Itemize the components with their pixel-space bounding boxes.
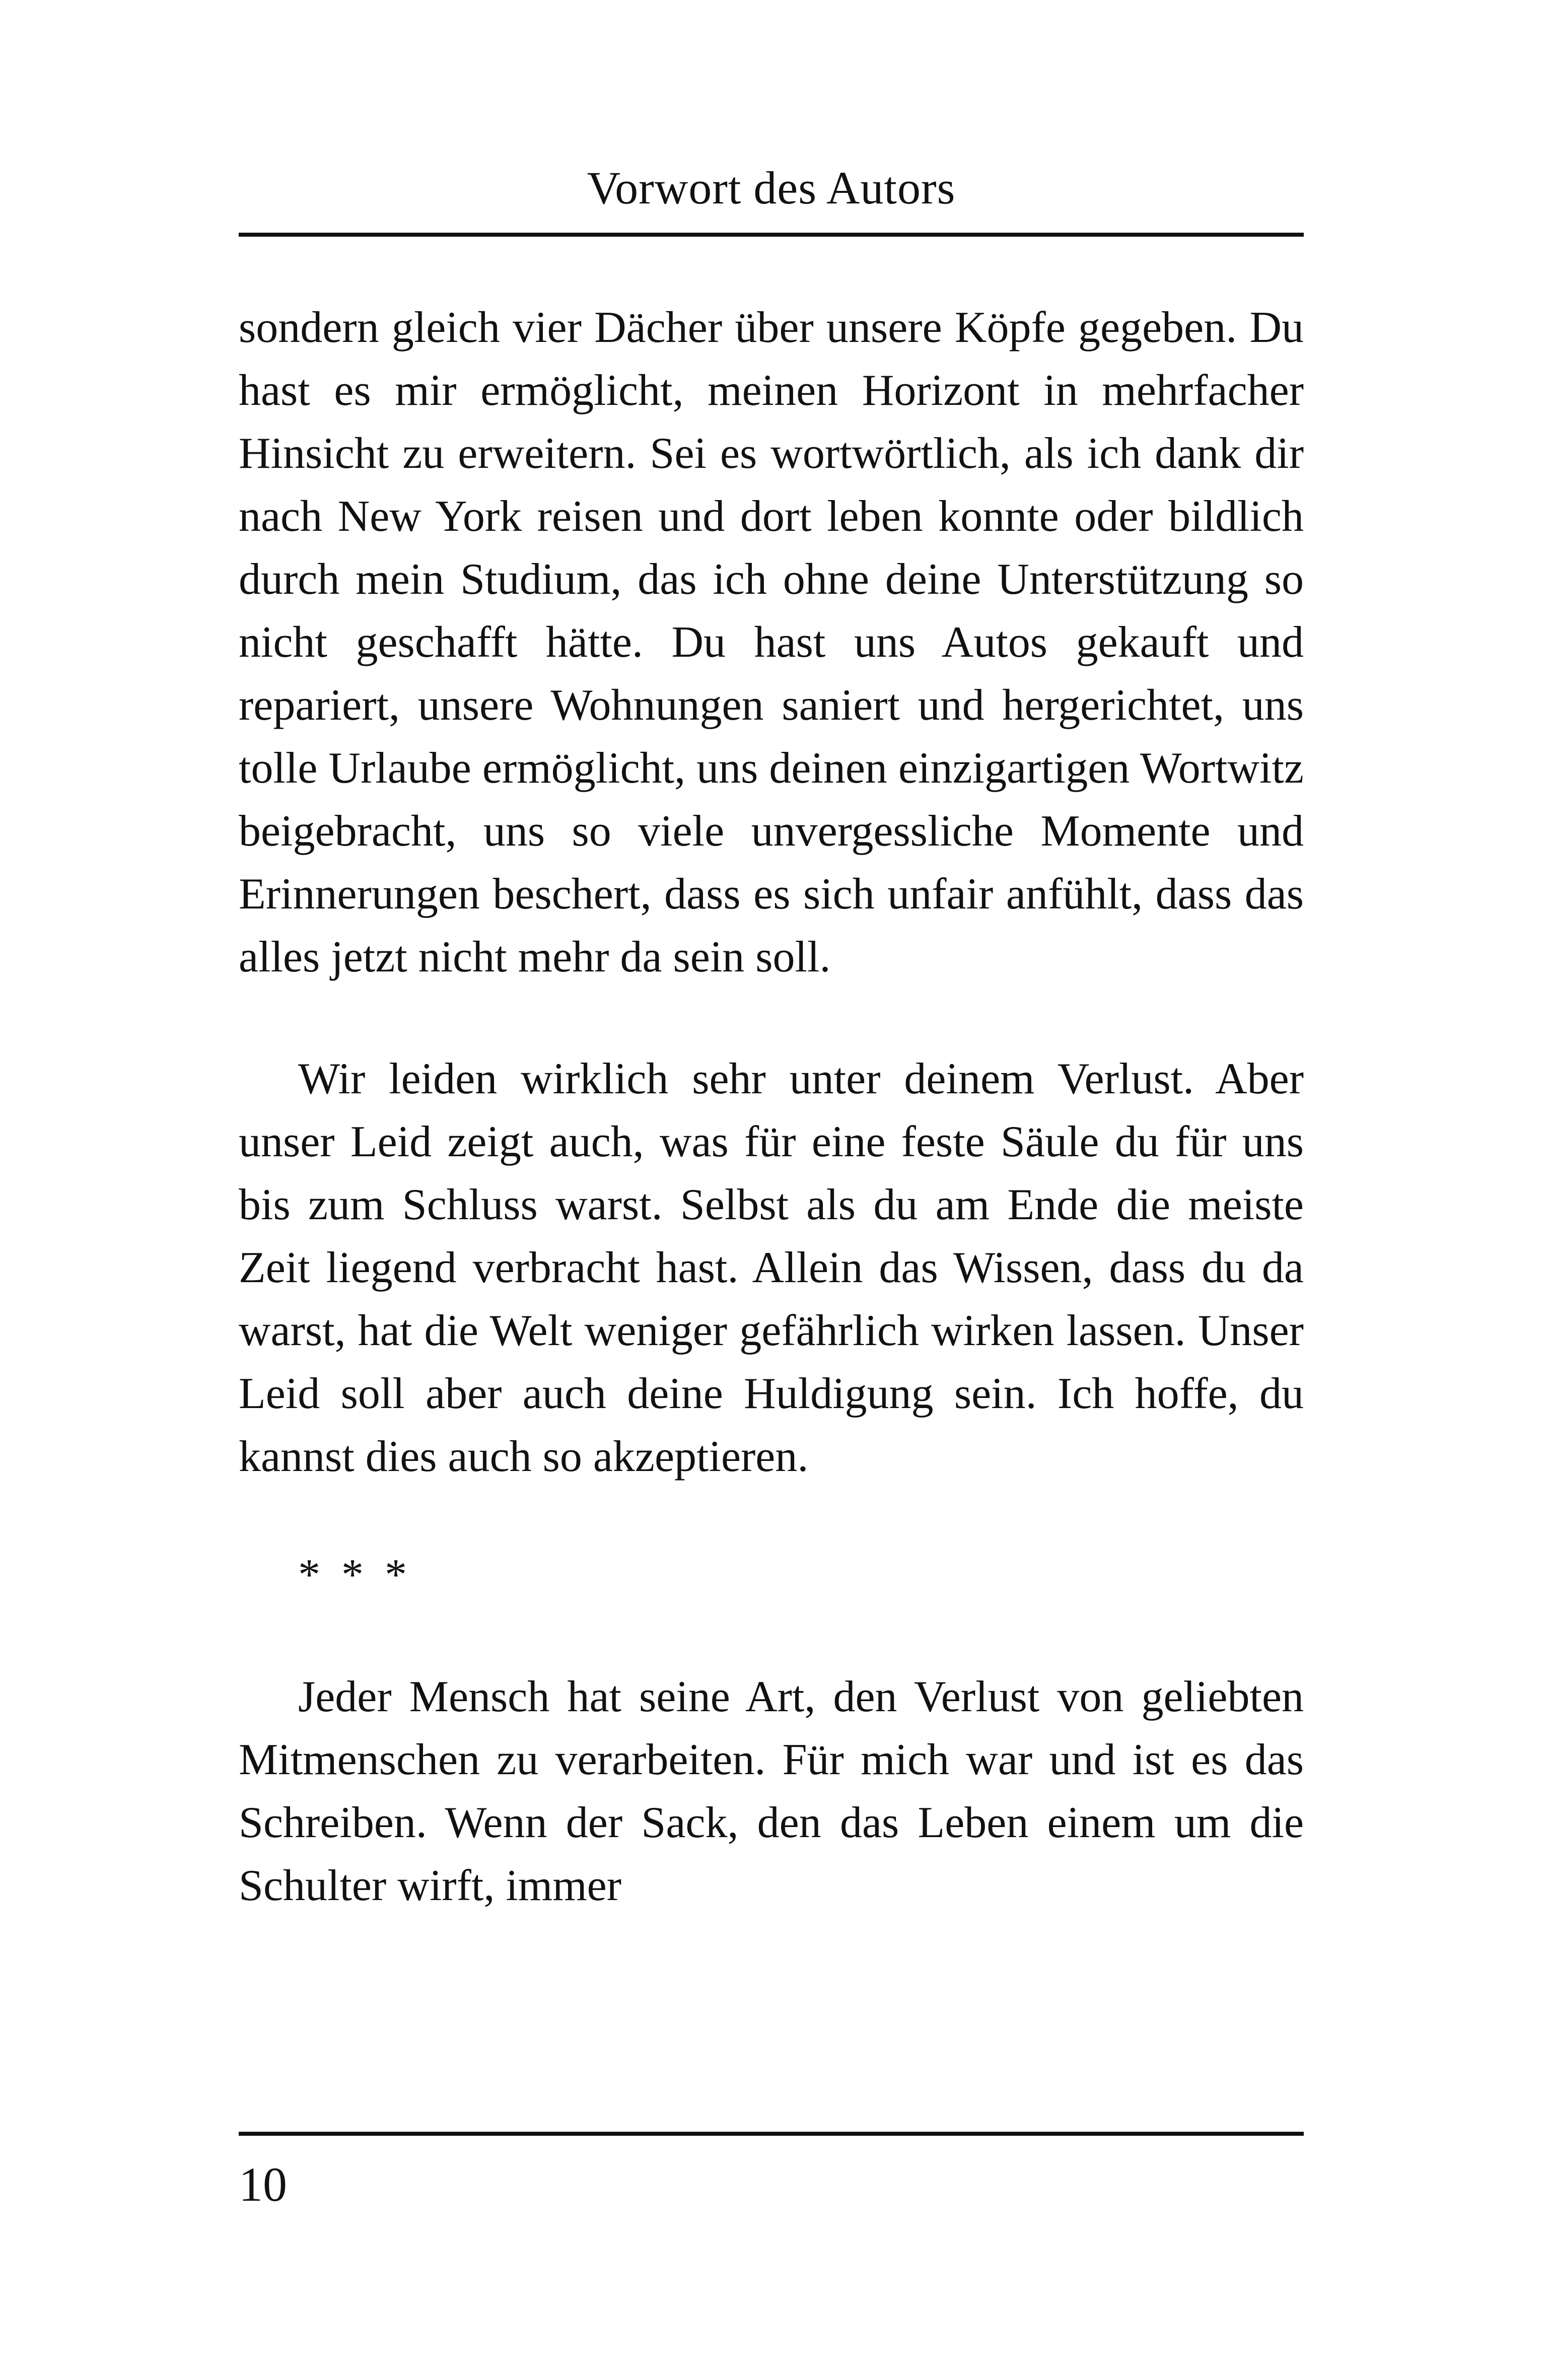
paragraph-continued: sondern gleich vier Dächer über unsere Köpfe gegeben. Du hast es mir ermöglicht, meinen Horizont in mehrfacher Hinsicht zu erweitern. Sei es wortwörtlich, als ich dank dir nach New York reisen und dort leben konnte oder bildlich durch mein Studium, das ich ohne deine Unterstützung so nicht geschafft hätte. Du hast uns Autos gekauft und repariert, unsere Wohnungen saniert und hergerichtet, uns tolle Urlaube ermöglicht, uns deinen einzigartigen Wortwitz beigebracht, uns so viele unvergessliche Momente und Erinnerungen beschert, dass es sich unfair anfühlt, dass das alles jetzt nicht mehr da sein soll. — [239, 303, 1304, 982]
paragraph: Jeder Mensch hat seine Art, den Verlust von geliebten Mitmenschen zu verarbeiten. Für mich war und ist es das Schreiben. Wenn der Sack, den das Leben einem um die Schulter wirft, immer — [239, 1672, 1304, 1910]
running-header: Vorwort des Autors — [587, 162, 956, 214]
page-number: 10 — [239, 2157, 287, 2211]
paragraph: Wir leiden wirklich sehr unter deinem Verlust. Aber unser Leid zeigt auch, was für eine feste Säule du für uns bis zum Schluss warst. Selbst als du am Ende die meiste Zeit liegend verbracht hast. Allein das Wissen, dass du da warst, hat die Welt weniger gefährlich wirken lassen. Unser Leid soll aber auch deine Huldigung sein. Ich hoffe, du kannst dies auch so akzeptieren. — [239, 1055, 1304, 1481]
scene-break: * * * — [298, 1551, 412, 1599]
header-rule — [239, 233, 1304, 237]
footer-rule — [239, 2132, 1304, 2136]
page-body — [239, 296, 1304, 1917]
